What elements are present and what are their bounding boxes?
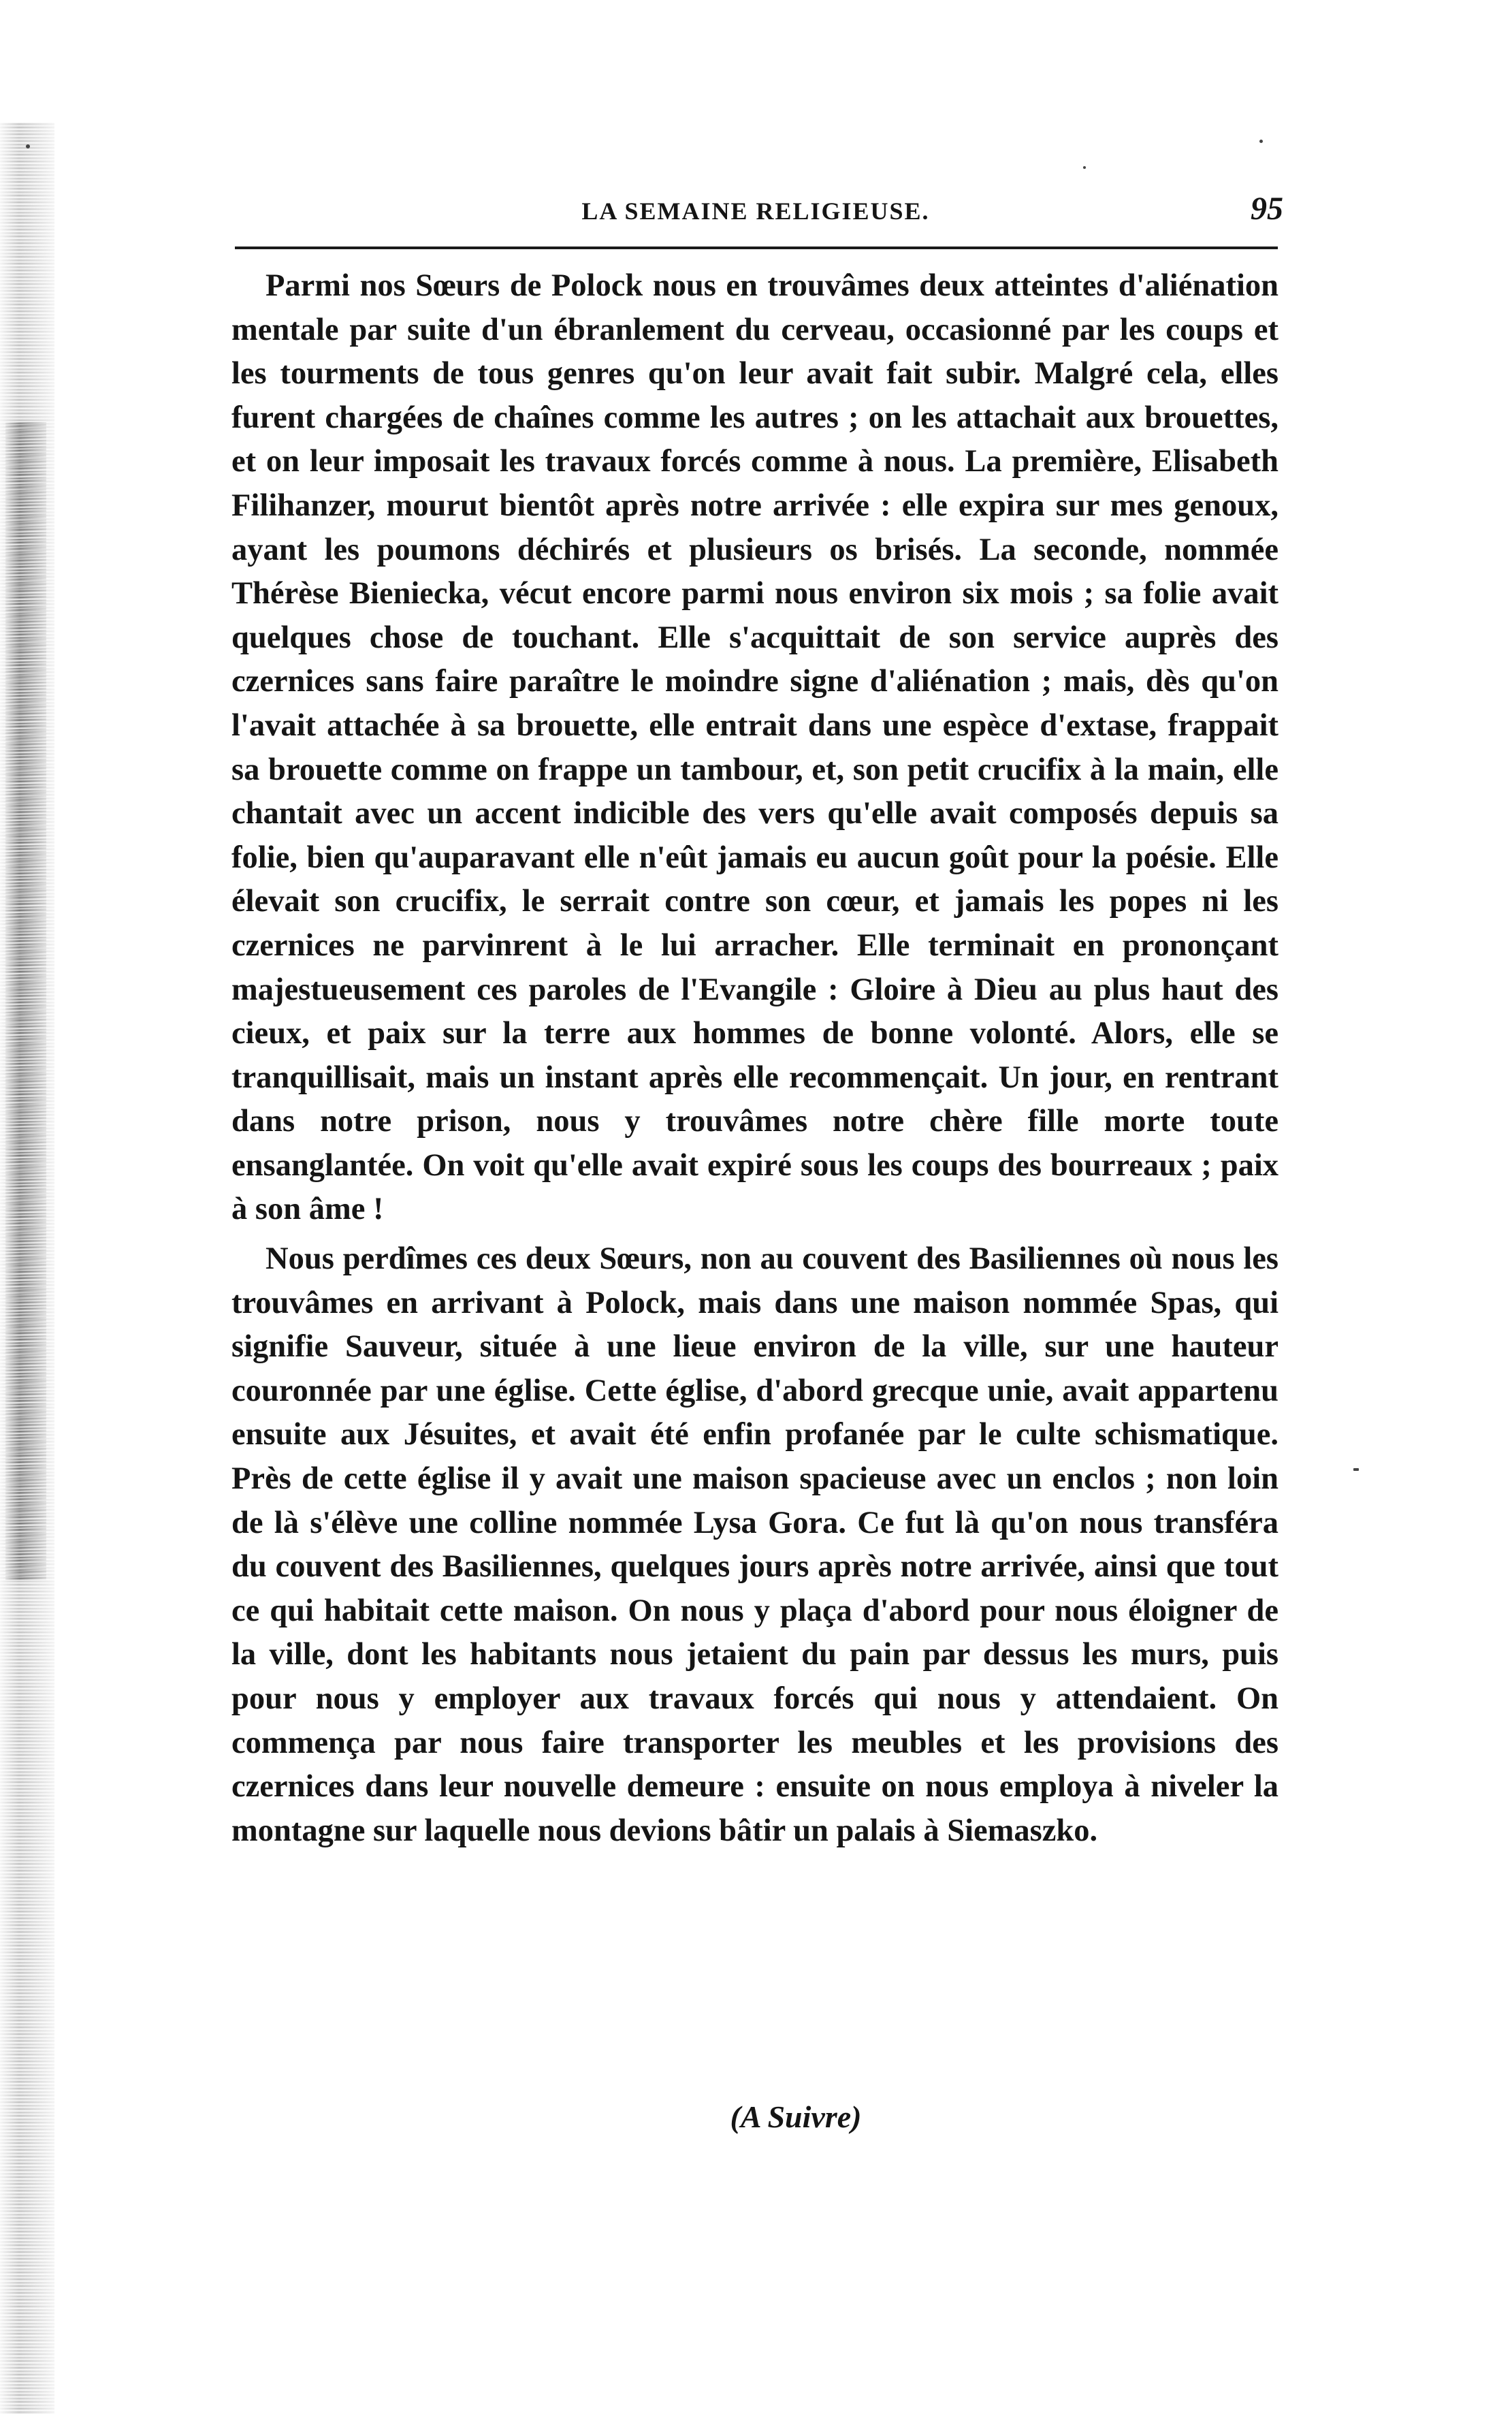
paragraph: Nous perdîmes ces deux Sœurs, non au couvent des Basiliennes où nous les trouvâmes en arrivant à Polock, mais dans une maison nommée Spas, qui signifie Sauveur, située à une lieue environ de la ville, sur une hauteur couronnée par une église. Cette église, d'abord grecque unie, avait appartenu ensuite aux Jésuites, et avait été enfin profanée par le culte schismatique. Près de cette église il y avait une maison spacieuse avec un enclos ; non loin de là s'élève une colline nommée Lysa Gora. Ce fut là qu'on nous transféra du couvent des Basiliennes, quelques jours après notre arrivée, ainsi que tout ce qui habitait cette maison. On nous y plaça d'abord pour nous éloigner de la ville, dont les habitants nous jetaient du pain par dessus les murs, puis pour nous y employer aux travaux forcés qui nous y attendaient. On commença par nous faire transporter les meubles et les provisions des czernices dans leur nouvelle demeure : ensuite on nous employa à niveler la montagne sur laquelle nous devions bâtir un palais à Siemaszko. (231, 1241, 1278, 1848)
ink-speck (26, 144, 30, 148)
page-header (231, 191, 1283, 242)
ink-speck (1259, 140, 1263, 143)
body-text (231, 264, 1278, 1853)
to-be-continued: (A Suivre) (730, 2099, 862, 2134)
running-title: LA SEMAINE RELIGIEUSE. (581, 197, 930, 225)
ink-speck (1353, 1468, 1359, 1471)
ink-speck (1083, 166, 1086, 169)
paragraph: Parmi nos Sœurs de Polock nous en trouvâmes deux atteintes d'aliénation mentale par suite d'un ébranlement du cerveau, occasionné par les coups et les tourments de tous genres qu'on leur avait fait subir. Malgré cela, elles furent chargées de chaînes comme les autres ; on les attachait aux brouettes, et on leur imposait les travaux forcés comme à nous. La première, Elisabeth Filihanzer, mourut bientôt après notre arrivée : elle expira sur mes genoux, ayant les poumons déchirés et plusieurs os brisés. La seconde, nommée Thérèse Bieniecka, vécut encore parmi nous environ six mois ; sa folie avait quelques chose de touchant. Elle s'acquittait de son service auprès des czernices sans faire paraître le moindre signe d'aliénation ; mais, dès qu'on l'avait attachée à sa brouette, elle entrait dans une espèce d'extase, frappait sa brouette comme on frappe un tambour, et, son petit crucifix à la main, elle chantait avec un accent indicible des vers qu'elle avait composés depuis sa folie, bien qu'auparavant elle n'eût jamais eu aucun goût pour la poésie. Elle élevait son crucifix, le serrait contre son cœur, et jamais les popes ni les czernices ne parvinrent à le lui arracher. Elle terminait en prononçant majestueusement ces paroles de l'Evangile : Gloire à Dieu au plus haut des cieux, et paix sur la terre aux hommes de bonne volonté. Alors, elle se tranquillisait, mais un instant après elle recommençait. Un jour, en rentrant dans notre prison, nous y trouvâmes notre chère fille morte toute ensanglantée. On voit qu'elle avait expiré sous les coups des bourreaux ; paix à son âme ! (231, 268, 1278, 1227)
header-rule (235, 247, 1278, 249)
page-number: 95 (1251, 191, 1283, 227)
binding-shadow-dark (5, 422, 46, 1580)
